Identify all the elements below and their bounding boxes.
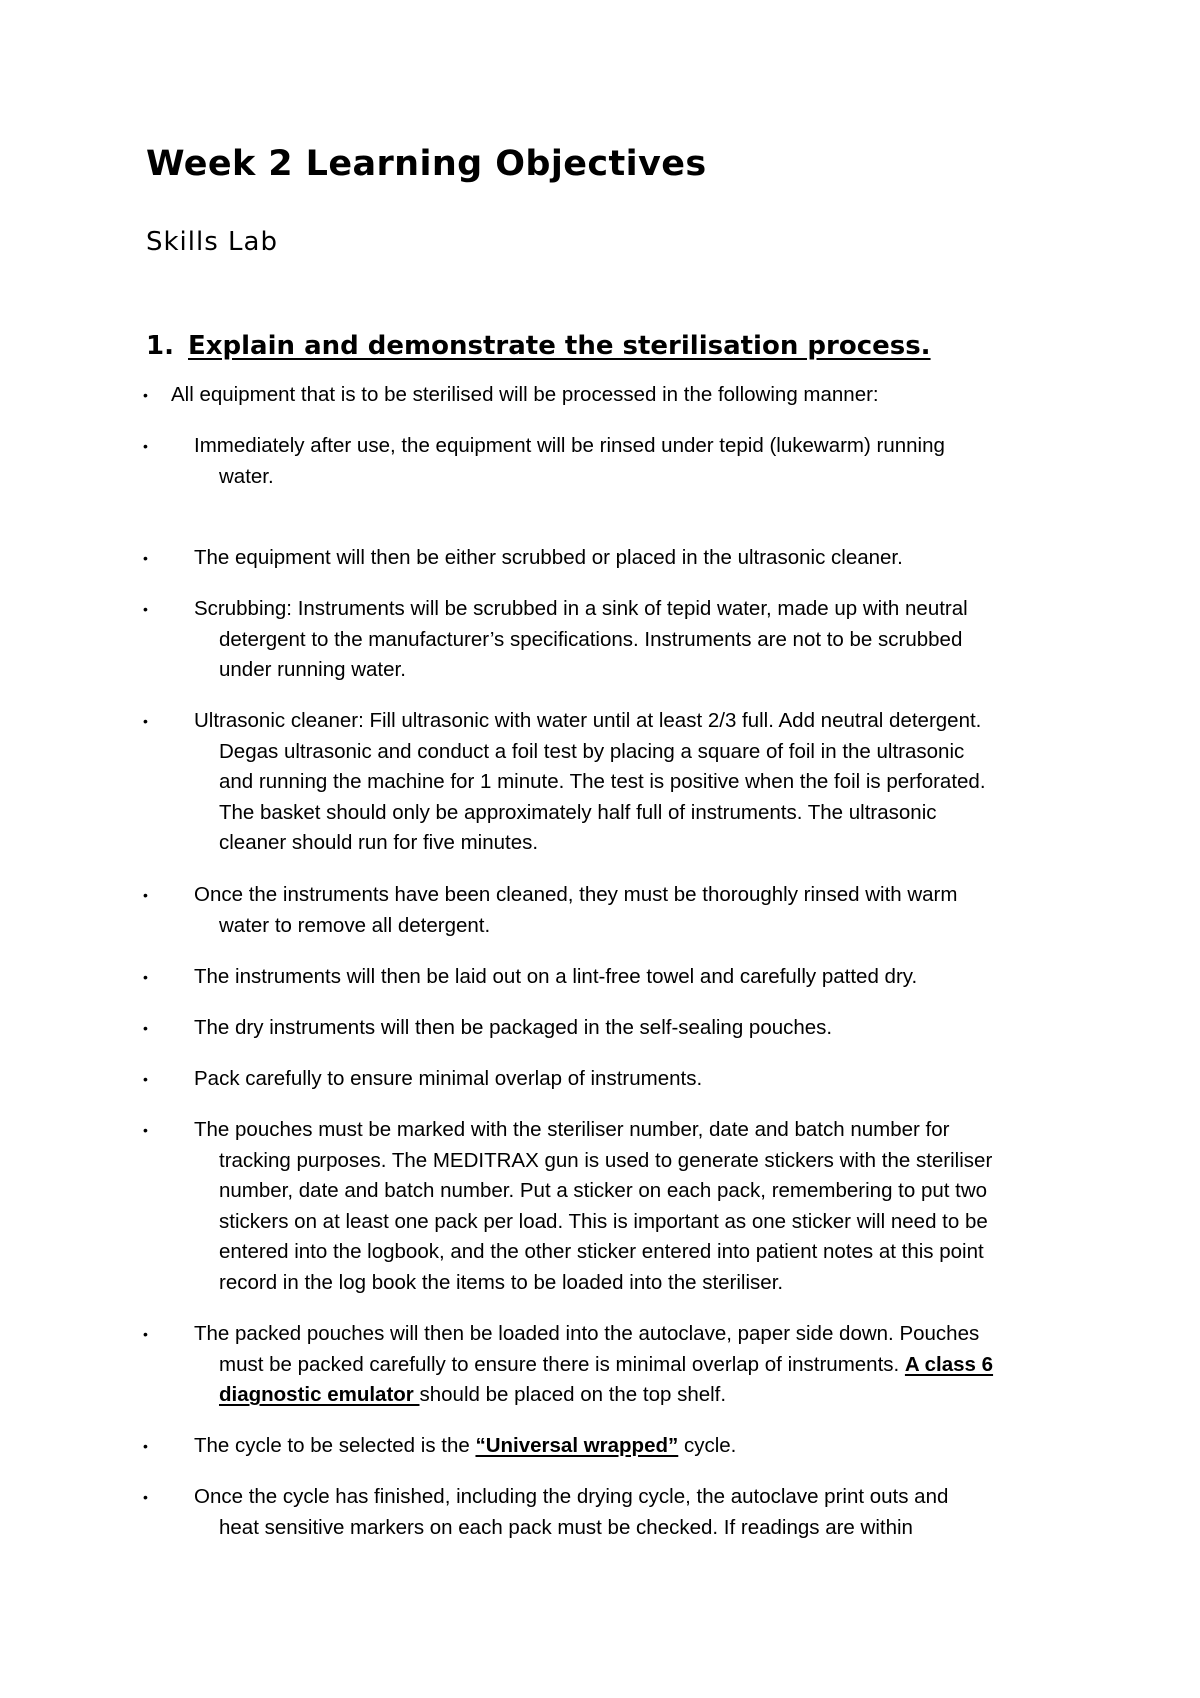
list-item-line: All equipment that is to be sterilised will be processed in the following manner:: [171, 383, 879, 406]
list-item-line: Once the cycle has finished, including the drying cycle, the autoclave print outs and: [194, 1485, 949, 1508]
list-item-line: [219, 1350, 993, 1381]
list-item-line: number, date and batch number. Put a sticker on each pack, remembering to put two: [219, 1179, 988, 1203]
bullet-icon: •: [143, 1071, 148, 1087]
list-item-line: Once the instruments have been cleaned, they must be thoroughly rinsed with warm: [194, 883, 958, 906]
emphasis-text: A class 6: [904, 1352, 994, 1376]
bullet-icon: •: [143, 1326, 148, 1342]
list-item-line: Immediately after use, the equipment will be rinsed under tepid (lukewarm) running: [194, 434, 945, 457]
list-item-line: The packed pouches will then be loaded into the autoclave, paper side down. Pouches: [194, 1322, 980, 1345]
bullet-icon: •: [143, 1122, 148, 1138]
list-item-line: [219, 1380, 726, 1411]
page-title: Week 2 Learning Objectives: [146, 144, 707, 184]
section-heading-text: Explain and demonstrate the sterilisation process.: [188, 331, 931, 361]
list-item-line: The dry instruments will then be packaged in the self-sealing pouches.: [194, 1016, 833, 1039]
list-item-line: record in the log book the items to be loaded into the steriliser.: [219, 1271, 784, 1294]
list-item-line: entered into the logbook, and the other sticker entered into patient notes at this point: [219, 1240, 984, 1264]
section-heading: [146, 328, 931, 364]
list-item-line: under running water.: [219, 658, 406, 682]
list-item-line: Scrubbing: Instruments will be scrubbed in a sink of tepid water, made up with neutral: [194, 597, 968, 620]
list-item-line: The equipment will then be either scrubbed or placed in the ultrasonic cleaner.: [194, 546, 903, 569]
bullet-icon: •: [143, 1020, 148, 1036]
list-item-text: must be packed carefully to ensure there is minimal overlap of instruments.: [219, 1352, 905, 1376]
bullet-icon: •: [143, 969, 148, 985]
list-item-text: should be placed on the top shelf.: [419, 1383, 727, 1407]
list-item-text: cycle.: [678, 1434, 737, 1457]
list-item-line: and running the machine for 1 minute. The test is positive when the foil is perforated.: [219, 770, 986, 794]
list-item-line: water to remove all detergent.: [219, 913, 491, 937]
list-item-line: cleaner should run for five minutes.: [219, 831, 539, 855]
list-item-line: stickers on at least one pack per load. This is important as one sticker will need to be: [219, 1209, 988, 1233]
bullet-icon: •: [143, 1438, 148, 1454]
list-item-line: The basket should only be approximately half full of instruments. The ultrasonic: [219, 800, 937, 824]
bullet-icon: •: [143, 713, 148, 729]
list-item-line: [194, 1431, 736, 1462]
page-subtitle: Skills Lab: [146, 227, 278, 257]
list-item-line: Degas ultrasonic and conduct a foil test by placing a square of foil in the ultrasonic: [219, 739, 965, 763]
list-item-line: tracking purposes. The MEDITRAX gun is used to generate stickers with the steriliser: [219, 1148, 993, 1172]
bullet-icon: •: [143, 438, 148, 454]
list-item-line: Pack carefully to ensure minimal overlap of instruments.: [194, 1067, 703, 1090]
emphasis-text: diagnostic emulator: [219, 1383, 420, 1407]
section-number: 1.: [146, 331, 174, 361]
list-item-line: detergent to the manufacturer’s specifications. Instruments are not to be scrubbed: [219, 627, 963, 651]
list-item-line: water.: [219, 464, 274, 488]
bullet-icon: •: [143, 550, 148, 566]
bullet-icon: •: [143, 887, 148, 903]
bullet-icon: •: [143, 1489, 148, 1505]
cycle-name: “Universal wrapped”: [475, 1434, 679, 1457]
bullet-icon: •: [143, 387, 148, 403]
list-item-line: Ultrasonic cleaner: Fill ultrasonic with water until at least 2/3 full. Add neutral detergent.: [194, 709, 982, 732]
bullet-icon: •: [143, 601, 148, 617]
list-item-line: The instruments will then be laid out on a lint-free towel and carefully patted dry.: [194, 965, 918, 988]
list-item-line: The pouches must be marked with the steriliser number, date and batch number for: [194, 1118, 950, 1141]
list-item-text: The cycle to be selected is the: [194, 1434, 476, 1457]
list-item-line: heat sensitive markers on each pack must be checked. If readings are within: [219, 1515, 913, 1539]
